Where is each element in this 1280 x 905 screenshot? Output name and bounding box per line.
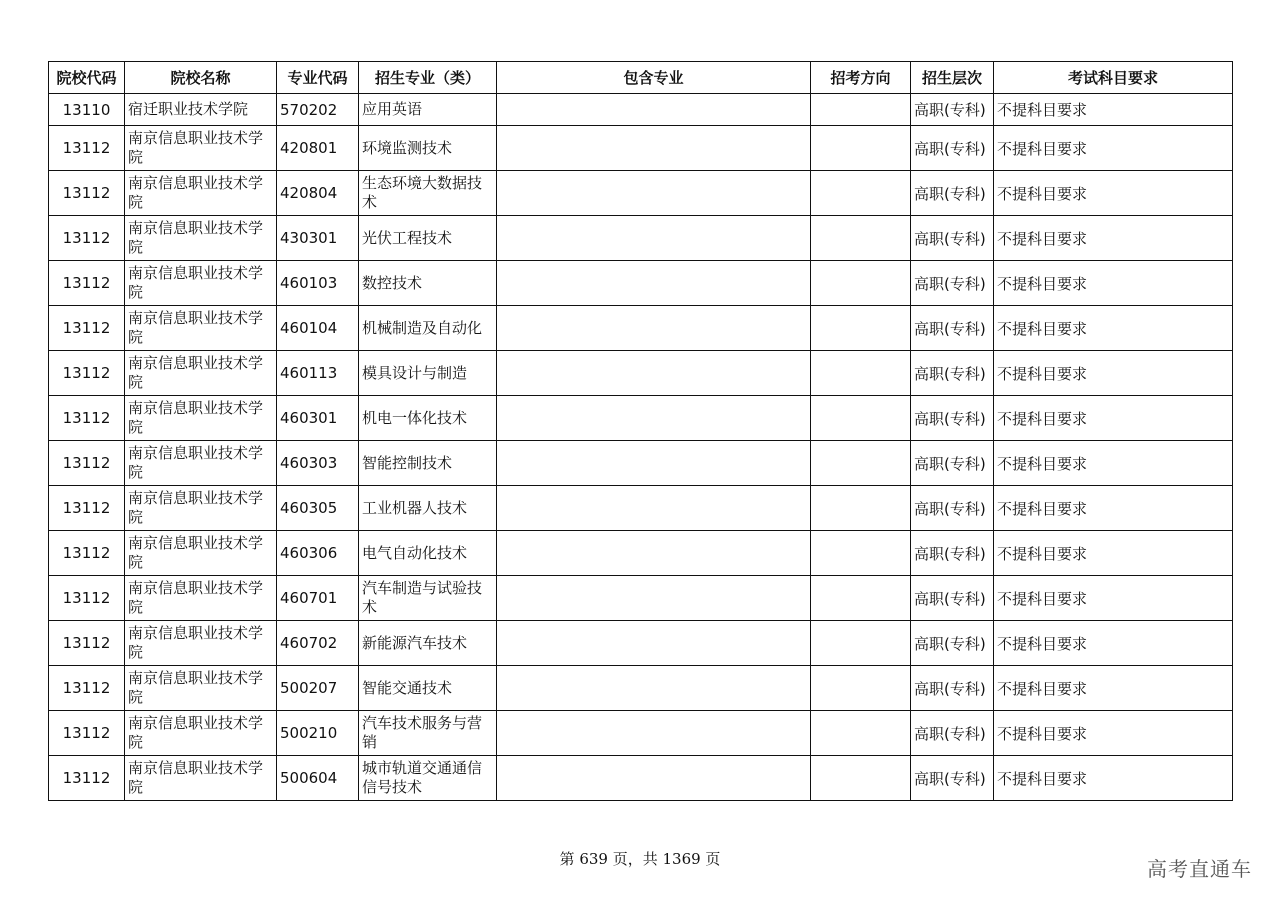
watermark-logo-text: 高考直通车: [1147, 857, 1252, 881]
cell-major-code: 430301: [277, 216, 359, 261]
cell-included-majors: [497, 756, 811, 801]
cell-school-name: 南京信息职业技术学院: [125, 396, 277, 441]
cell-included-majors: [497, 576, 811, 621]
table-row: [49, 94, 1233, 126]
cell-included-majors: [497, 306, 811, 351]
cell-school-name: 宿迁职业技术学院: [125, 94, 277, 126]
cell-direction: [811, 486, 911, 531]
header-subject-requirement: 考试科目要求: [994, 62, 1233, 94]
cell-school-name: 南京信息职业技术学院: [125, 126, 277, 171]
cell-subject-requirement: 不提科目要求: [994, 171, 1233, 216]
cell-level: 高职(专科): [911, 216, 994, 261]
cell-included-majors: [497, 666, 811, 711]
cell-major-code: 500604: [277, 756, 359, 801]
cell-school-code: 13112: [49, 171, 125, 216]
cell-included-majors: [497, 94, 811, 126]
cell-included-majors: [497, 621, 811, 666]
table-row: [49, 441, 1233, 486]
cell-major-code: 460104: [277, 306, 359, 351]
cell-level: 高职(专科): [911, 666, 994, 711]
cell-subject-requirement: 不提科目要求: [994, 621, 1233, 666]
cell-school-name: 南京信息职业技术学院: [125, 171, 277, 216]
cell-subject-requirement: 不提科目要求: [994, 396, 1233, 441]
cell-school-code: 13112: [49, 531, 125, 576]
table-row: [49, 576, 1233, 621]
cell-included-majors: [497, 711, 811, 756]
cell-school-name: 南京信息职业技术学院: [125, 711, 277, 756]
table-row: [49, 621, 1233, 666]
table-row: [49, 666, 1233, 711]
cell-major: 新能源汽车技术: [359, 621, 497, 666]
header-included-majors: 包含专业: [497, 62, 811, 94]
cell-direction: [811, 126, 911, 171]
header-school-code: 院校代码: [49, 62, 125, 94]
cell-school-code: 13112: [49, 621, 125, 666]
cell-major: 汽车制造与试验技术: [359, 576, 497, 621]
cell-school-code: 13112: [49, 486, 125, 531]
cell-major: 工业机器人技术: [359, 486, 497, 531]
header-major-code: 专业代码: [277, 62, 359, 94]
cell-school-code: 13112: [49, 261, 125, 306]
cell-included-majors: [497, 261, 811, 306]
cell-major: 应用英语: [359, 94, 497, 126]
cell-major: 光伏工程技术: [359, 216, 497, 261]
cell-direction: [811, 306, 911, 351]
cell-included-majors: [497, 216, 811, 261]
cell-school-name: 南京信息职业技术学院: [125, 351, 277, 396]
header-direction: 招考方向: [811, 62, 911, 94]
cell-subject-requirement: 不提科目要求: [994, 216, 1233, 261]
cell-direction: [811, 171, 911, 216]
cell-major-code: 460701: [277, 576, 359, 621]
header-major: 招生专业（类）: [359, 62, 497, 94]
cell-school-code: 13112: [49, 396, 125, 441]
cell-school-code: 13112: [49, 666, 125, 711]
cell-subject-requirement: 不提科目要求: [994, 531, 1233, 576]
cell-major-code: 460306: [277, 531, 359, 576]
cell-major-code: 570202: [277, 94, 359, 126]
cell-direction: [811, 531, 911, 576]
cell-school-code: 13112: [49, 711, 125, 756]
cell-school-name: 南京信息职业技术学院: [125, 261, 277, 306]
cell-included-majors: [497, 531, 811, 576]
table-row: [49, 306, 1233, 351]
cell-major: 智能交通技术: [359, 666, 497, 711]
cell-school-name: 南京信息职业技术学院: [125, 756, 277, 801]
cell-school-name: 南京信息职业技术学院: [125, 486, 277, 531]
cell-included-majors: [497, 396, 811, 441]
cell-major-code: 460303: [277, 441, 359, 486]
cell-level: 高职(专科): [911, 94, 994, 126]
cell-subject-requirement: 不提科目要求: [994, 261, 1233, 306]
cell-level: 高职(专科): [911, 576, 994, 621]
cell-level: 高职(专科): [911, 711, 994, 756]
cell-subject-requirement: 不提科目要求: [994, 94, 1233, 126]
cell-subject-requirement: 不提科目要求: [994, 441, 1233, 486]
cell-major-code: 460301: [277, 396, 359, 441]
cell-major: 汽车技术服务与营销: [359, 711, 497, 756]
cell-school-code: 13112: [49, 306, 125, 351]
cell-direction: [811, 216, 911, 261]
cell-direction: [811, 261, 911, 306]
cell-level: 高职(专科): [911, 396, 994, 441]
cell-subject-requirement: 不提科目要求: [994, 351, 1233, 396]
cell-included-majors: [497, 441, 811, 486]
table-body: [49, 94, 1233, 801]
cell-level: 高职(专科): [911, 171, 994, 216]
cell-included-majors: [497, 351, 811, 396]
cell-school-name: 南京信息职业技术学院: [125, 306, 277, 351]
table-row: [49, 351, 1233, 396]
cell-level: 高职(专科): [911, 441, 994, 486]
cell-major: 机电一体化技术: [359, 396, 497, 441]
cell-included-majors: [497, 126, 811, 171]
cell-level: 高职(专科): [911, 351, 994, 396]
cell-level: 高职(专科): [911, 621, 994, 666]
cell-major: 机械制造及自动化: [359, 306, 497, 351]
table-row: [49, 261, 1233, 306]
cell-included-majors: [497, 486, 811, 531]
cell-major-code: 500210: [277, 711, 359, 756]
admissions-table: [48, 61, 1233, 801]
cell-school-name: 南京信息职业技术学院: [125, 531, 277, 576]
cell-level: 高职(专科): [911, 261, 994, 306]
header-level: 招生层次: [911, 62, 994, 94]
cell-major-code: 460113: [277, 351, 359, 396]
page-number-footer: 第 639 页，共 1369 页: [559, 850, 721, 868]
cell-subject-requirement: 不提科目要求: [994, 126, 1233, 171]
cell-direction: [811, 576, 911, 621]
cell-subject-requirement: 不提科目要求: [994, 711, 1233, 756]
cell-major-code: 460702: [277, 621, 359, 666]
cell-direction: [811, 94, 911, 126]
cell-direction: [811, 666, 911, 711]
cell-major: 模具设计与制造: [359, 351, 497, 396]
cell-school-code: 13112: [49, 351, 125, 396]
table-row: [49, 756, 1233, 801]
cell-major: 城市轨道交通通信信号技术: [359, 756, 497, 801]
cell-included-majors: [497, 171, 811, 216]
cell-major-code: 420804: [277, 171, 359, 216]
cell-major: 电气自动化技术: [359, 531, 497, 576]
cell-school-code: 13112: [49, 216, 125, 261]
table-row: [49, 486, 1233, 531]
cell-direction: [811, 756, 911, 801]
cell-major-code: 460103: [277, 261, 359, 306]
cell-level: 高职(专科): [911, 486, 994, 531]
cell-level: 高职(专科): [911, 306, 994, 351]
cell-major-code: 500207: [277, 666, 359, 711]
cell-school-code: 13112: [49, 126, 125, 171]
cell-school-code: 13110: [49, 94, 125, 126]
header-row: [49, 62, 1233, 94]
cell-level: 高职(专科): [911, 126, 994, 171]
cell-major-code: 460305: [277, 486, 359, 531]
cell-school-name: 南京信息职业技术学院: [125, 576, 277, 621]
cell-school-name: 南京信息职业技术学院: [125, 441, 277, 486]
cell-school-name: 南京信息职业技术学院: [125, 666, 277, 711]
cell-school-code: 13112: [49, 441, 125, 486]
cell-level: 高职(专科): [911, 531, 994, 576]
cell-subject-requirement: 不提科目要求: [994, 486, 1233, 531]
cell-subject-requirement: 不提科目要求: [994, 666, 1233, 711]
cell-school-code: 13112: [49, 576, 125, 621]
cell-major: 生态环境大数据技术: [359, 171, 497, 216]
table-row: [49, 126, 1233, 171]
cell-major: 数控技术: [359, 261, 497, 306]
cell-major-code: 420801: [277, 126, 359, 171]
cell-level: 高职(专科): [911, 756, 994, 801]
table-row: [49, 216, 1233, 261]
cell-direction: [811, 621, 911, 666]
cell-major: 智能控制技术: [359, 441, 497, 486]
cell-school-code: 13112: [49, 756, 125, 801]
table-row: [49, 711, 1233, 756]
table-row: [49, 396, 1233, 441]
cell-school-name: 南京信息职业技术学院: [125, 621, 277, 666]
cell-direction: [811, 441, 911, 486]
table-row: [49, 531, 1233, 576]
cell-subject-requirement: 不提科目要求: [994, 576, 1233, 621]
cell-direction: [811, 396, 911, 441]
cell-direction: [811, 351, 911, 396]
cell-direction: [811, 711, 911, 756]
cell-school-name: 南京信息职业技术学院: [125, 216, 277, 261]
table-row: [49, 171, 1233, 216]
header-school-name: 院校名称: [125, 62, 277, 94]
cell-subject-requirement: 不提科目要求: [994, 306, 1233, 351]
cell-subject-requirement: 不提科目要求: [994, 756, 1233, 801]
cell-major: 环境监测技术: [359, 126, 497, 171]
